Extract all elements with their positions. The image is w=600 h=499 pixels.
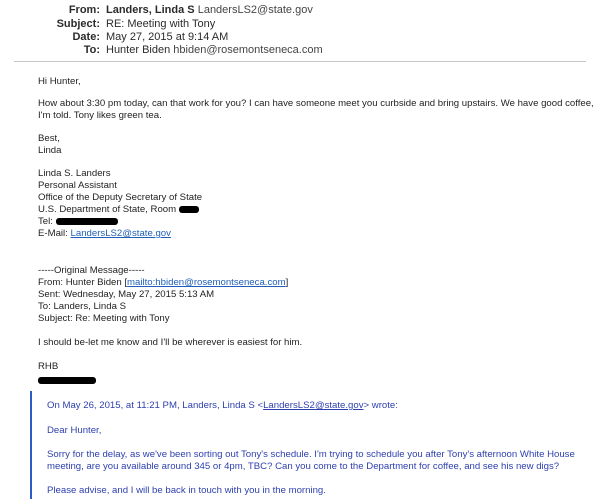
to-address[interactable]: hbiden@rosemontseneca.com	[173, 44, 323, 56]
signature-name: Linda S. Landers	[38, 168, 111, 179]
signature-tel	[38, 216, 118, 228]
original-from	[38, 277, 288, 289]
message-line: How about 3:30 pm today, can that work for you? I can have someone meet you curbside and bring upstairs. We have good coffee,	[38, 98, 594, 109]
original-from-prefix: From: Hunter Biden [	[38, 277, 128, 288]
signature-email-label: E-Mail:	[38, 228, 68, 239]
original-subject: Subject: Re: Meeting with Tony	[38, 313, 170, 324]
redaction-mark	[56, 218, 118, 225]
signature-tel-label: Tel:	[38, 216, 53, 227]
quoted-intro-suffix: > wrote:	[363, 400, 398, 411]
from-label: From:	[68, 4, 100, 16]
signature-email-link[interactable]: LandersLS2@state.gov	[70, 228, 171, 239]
redaction-mark	[179, 206, 199, 213]
quoted-line: Sorry for the delay, as we've been sorting out Tony's schedule. I'm trying to schedule you after Tony's afternoon White House	[47, 449, 575, 460]
quoted-intro-prefix: On May 26, 2015, at 11:21 PM, Landers, Linda S <	[47, 400, 264, 411]
original-body: I should be-let me know and I'll be wherever is easiest for him.	[38, 337, 303, 348]
from-name[interactable]: Landers, Linda S	[106, 4, 195, 16]
quoted-intro	[47, 400, 398, 412]
subject-value: RE: Meeting with Tony	[106, 18, 216, 30]
signature-department-text: U.S. Department of State, Room	[38, 204, 177, 215]
signature-title: Personal Assistant	[38, 180, 117, 191]
quoted-greeting: Dear Hunter,	[47, 425, 102, 436]
header-divider	[14, 61, 586, 62]
subject-label: Subject:	[56, 18, 100, 30]
original-to: To: Landers, Linda S	[38, 301, 127, 312]
closing-name: Linda	[38, 145, 62, 156]
date-value: May 27, 2015 at 9:14 AM	[106, 31, 229, 43]
to-name[interactable]: Hunter Biden	[106, 44, 171, 56]
from-address[interactable]: LandersLS2@state.gov	[197, 4, 313, 16]
original-sign: RHB	[38, 361, 59, 372]
signature-department	[38, 204, 199, 216]
quoted-line: meeting, are you available around 345 or 4pm, TBC? Can you come to the Department for coffee, and see his new digs?	[47, 461, 560, 472]
signature-office: Office of the Deputy Secretary of State	[38, 192, 203, 203]
signature-email	[38, 228, 171, 240]
quoted-intro-email-link[interactable]: LandersLS2@state.gov	[263, 400, 364, 411]
greeting: Hi Hunter,	[38, 76, 81, 87]
original-sent: Sent: Wednesday, May 27, 2015 5:13 AM	[38, 289, 215, 300]
original-from-mailto-link[interactable]: mailto:hbiden@rosemontseneca.com	[127, 277, 286, 288]
original-message-divider: -----Original Message-----	[38, 265, 145, 276]
redaction-mark	[38, 377, 96, 384]
to-label: To:	[83, 44, 100, 56]
closing: Best,	[38, 133, 60, 144]
date-label: Date:	[72, 31, 100, 43]
message-line: I'm told. Tony likes green tea.	[38, 110, 162, 121]
quoted-line: Please advise, and I will be back in touch with you in the morning.	[47, 485, 326, 496]
quote-bar	[30, 391, 32, 499]
original-from-suffix: ]	[285, 277, 289, 288]
email-header	[0, 0, 600, 60]
original-sign-redaction	[38, 375, 96, 387]
